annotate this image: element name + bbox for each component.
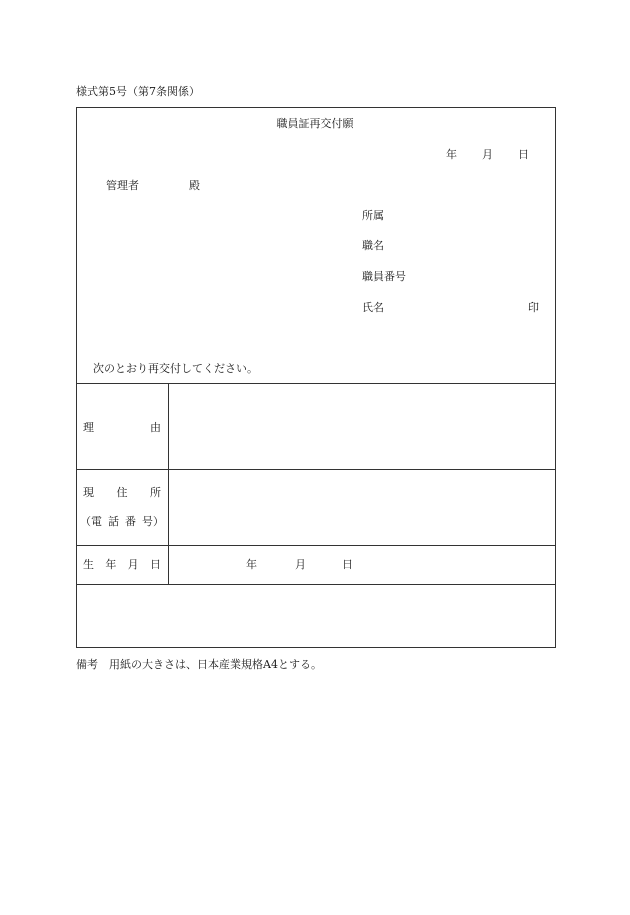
reason-label: 理 由 xyxy=(83,421,161,434)
table-row-divider-2 xyxy=(76,545,556,546)
address-field[interactable] xyxy=(172,472,553,542)
blank-area xyxy=(80,588,554,646)
reason-field[interactable] xyxy=(172,386,553,467)
affiliation-label: 所属 xyxy=(362,209,384,222)
table-top-divider xyxy=(76,383,556,384)
table-row-divider-3 xyxy=(76,584,556,585)
table-row-divider-1 xyxy=(76,469,556,470)
date-year-label: 年 xyxy=(446,148,457,161)
addressee-label: 管理者 xyxy=(106,179,139,192)
addressee-honorific: 殿 xyxy=(189,179,200,192)
form-number: 様式第5号（第7条関係） xyxy=(76,85,200,98)
birthdate-month-label: 月 xyxy=(295,558,306,571)
birthdate-day-label: 日 xyxy=(342,558,353,571)
phone-label: （電 話 番 号） xyxy=(80,515,164,528)
form-title: 職員証再交付願 xyxy=(276,117,354,130)
employee-number-label: 職員番号 xyxy=(362,270,406,283)
seal-mark: 印 xyxy=(528,301,539,314)
birthdate-label: 生 年 月 日 xyxy=(83,558,161,571)
name-label: 氏名 xyxy=(362,301,384,314)
position-label: 職名 xyxy=(362,239,384,252)
request-text: 次のとおり再交付してください。 xyxy=(93,362,258,375)
address-label: 現 住 所 xyxy=(83,486,161,499)
table-column-divider xyxy=(168,383,169,584)
date-month-label: 月 xyxy=(482,148,493,161)
note-text: 備考 用紙の大きさは、日本産業規格A4とする。 xyxy=(76,658,322,671)
birthdate-year-label: 年 xyxy=(246,558,257,571)
date-day-label: 日 xyxy=(518,148,529,161)
